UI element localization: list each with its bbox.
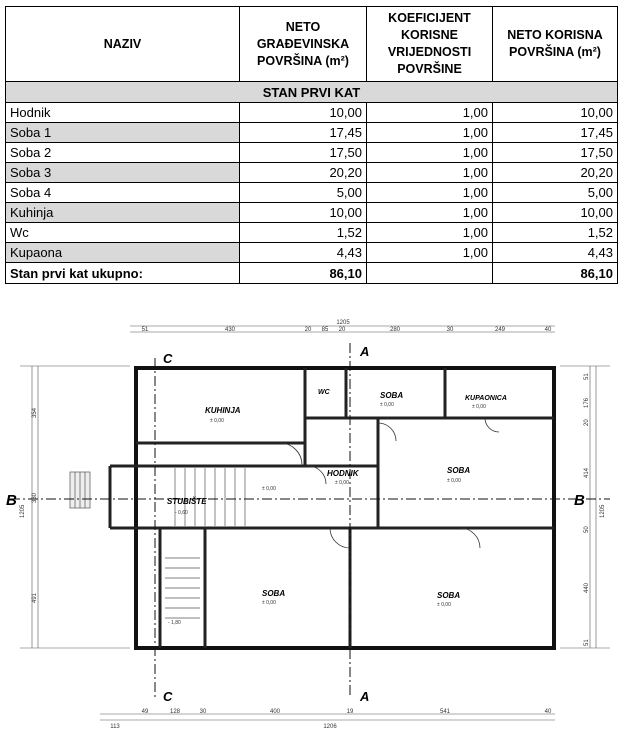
coefficient-cell: 1,00 [367, 103, 493, 123]
dim-top-total: 1205 [336, 320, 350, 326]
usable-area-cell: 1,52 [493, 223, 618, 243]
header-coefficient: KOEFICIJENT KORISNE VRIJEDNOSTI POVRŠINE [367, 7, 493, 82]
usable-area-cell: 10,00 [493, 103, 618, 123]
dim-top-part: 20 [338, 327, 346, 333]
room-label-hodnik: HODNIK [327, 469, 359, 478]
dim-top-part: 20 [304, 327, 312, 333]
dim-top-part: 85 [321, 327, 329, 333]
section-mark-b-right: B [574, 492, 585, 509]
coefficient-cell: 1,00 [367, 123, 493, 143]
section-mark-c-top: C [163, 351, 173, 366]
dim-right-part: 176 [584, 397, 590, 408]
section-mark-b-left: B [6, 492, 17, 509]
name-cell: Wc [6, 223, 240, 243]
level-soba-bottom-left: ± 0,00 [262, 600, 276, 606]
net-area-cell: 20,20 [240, 163, 367, 183]
total-row [6, 263, 618, 284]
net-area-cell: 17,50 [240, 143, 367, 163]
table-row [6, 183, 618, 203]
room-label-soba-bottom-left: SOBA [262, 589, 286, 598]
dim-left-part: 354 [32, 407, 38, 418]
name-cell: Soba 1 [6, 123, 240, 143]
level-soba-right: ± 0,00 [447, 478, 461, 484]
coefficient-cell: 1,00 [367, 203, 493, 223]
net-area-cell: 10,00 [240, 203, 367, 223]
table-row [6, 203, 618, 223]
dim-left-part: 491 [32, 592, 38, 603]
level-stair-lower: - 1,80 [168, 620, 181, 626]
net-area-cell: 10,00 [240, 103, 367, 123]
dim-left-part: 330 [32, 492, 38, 503]
total-coefficient-empty [367, 263, 493, 284]
header-net-usable-area: NETO KORISNA POVRŠINA (m²) [493, 7, 618, 82]
dim-top-part: 30 [446, 327, 454, 333]
dim-right-part: 51 [584, 373, 590, 380]
net-area-cell: 5,00 [240, 183, 367, 203]
name-cell: Hodnik [6, 103, 240, 123]
room-label-kuhinja: KUHINJA [205, 406, 241, 415]
name-cell: Kupaona [6, 243, 240, 263]
dimension-labels-top [142, 320, 552, 333]
table-row [6, 103, 618, 123]
section-mark-a-bottom: A [360, 689, 370, 704]
net-area-cell: 4,43 [240, 243, 367, 263]
dim-bottom-part: 49 [141, 709, 149, 715]
total-usable-area: 86,10 [493, 263, 618, 284]
table-row [6, 223, 618, 243]
dim-right-part: 440 [584, 582, 590, 593]
table-header-row [6, 7, 618, 82]
dim-top-part: 40 [544, 327, 552, 333]
name-cell: Soba 4 [6, 183, 240, 203]
dim-bottom-part: 30 [199, 709, 207, 715]
header-net-building-area: NETO GRAĐEVINSKA POVRŠINA (m²) [240, 7, 367, 82]
room-label-soba-bottom-right: SOBA [437, 591, 461, 600]
name-cell: Soba 3 [6, 163, 240, 183]
net-area-cell: 17,45 [240, 123, 367, 143]
dim-bottom-part: 541 [439, 709, 451, 715]
room-label-stubiste: STUBIŠTE [167, 497, 207, 506]
coefficient-cell: 1,00 [367, 143, 493, 163]
dim-right-part: 50 [584, 526, 590, 533]
section-mark-c-bottom: C [163, 689, 173, 704]
table-row [6, 123, 618, 143]
section-row [6, 82, 618, 103]
usable-area-cell: 10,00 [493, 203, 618, 223]
coefficient-cell: 1,00 [367, 223, 493, 243]
table-row [6, 243, 618, 263]
interior-walls [110, 368, 554, 648]
dim-bottom-total: 1206 [323, 724, 337, 730]
room-label-wc: WC [318, 389, 330, 396]
table-row [6, 143, 618, 163]
dim-right-part: 20 [584, 419, 590, 426]
level-soba-top: ± 0,00 [380, 402, 394, 408]
dim-bottom-left: 113 [110, 724, 120, 730]
dimension-labels-left [20, 407, 38, 603]
level-soba-bottom-right: ± 0,00 [437, 602, 451, 608]
name-cell: Soba 2 [6, 143, 240, 163]
coefficient-cell: 1,00 [367, 243, 493, 263]
name-cell: Kuhinja [6, 203, 240, 223]
header-name: NAZIV [6, 7, 240, 82]
room-label-soba-right: SOBA [447, 466, 471, 475]
dim-right-part: 51 [584, 639, 590, 646]
total-net-area: 86,10 [240, 263, 367, 284]
dim-bottom-part: 128 [169, 709, 181, 715]
dim-top-part: 430 [224, 327, 236, 333]
section-lines [10, 343, 610, 698]
room-label-soba-top: SOBA [380, 391, 404, 400]
coefficient-cell: 1,00 [367, 163, 493, 183]
net-area-cell: 1,52 [240, 223, 367, 243]
dim-bottom-part: 400 [269, 709, 281, 715]
dim-bottom-part: 19 [346, 709, 354, 715]
room-label-kupaonica: KUPAONICA [465, 395, 507, 402]
dim-top-part: 280 [389, 327, 401, 333]
dim-right-total: 1205 [600, 504, 606, 518]
dimension-labels-bottom [110, 709, 552, 730]
level-hodnik: ± 0,00 [335, 480, 349, 486]
usable-area-cell: 20,20 [493, 163, 618, 183]
entrance-steps [70, 472, 90, 508]
level-stair-landing: ± 0,00 [262, 486, 276, 492]
dim-left-total: 1205 [20, 504, 26, 518]
usable-area-cell: 17,50 [493, 143, 618, 163]
usable-area-cell: 17,45 [493, 123, 618, 143]
floor-plan [0, 318, 628, 738]
coefficient-cell: 1,00 [367, 183, 493, 203]
table-row [6, 163, 618, 183]
section-title: STAN PRVI KAT [6, 82, 618, 103]
area-table [5, 6, 618, 284]
usable-area-cell: 5,00 [493, 183, 618, 203]
level-kuhinja: ± 0,00 [210, 418, 224, 424]
dim-top-part: 51 [141, 327, 149, 333]
total-label: Stan prvi kat ukupno: [6, 263, 240, 284]
section-mark-a-top: A [360, 344, 370, 359]
level-stubiste: - 0,60 [175, 510, 188, 516]
dim-right-part: 414 [584, 467, 590, 478]
dim-bottom-part: 40 [544, 709, 552, 715]
usable-area-cell: 4,43 [493, 243, 618, 263]
level-kupaonica: ± 0,00 [472, 404, 486, 410]
dimension-labels-right [584, 373, 606, 646]
dim-top-part: 249 [494, 327, 506, 333]
